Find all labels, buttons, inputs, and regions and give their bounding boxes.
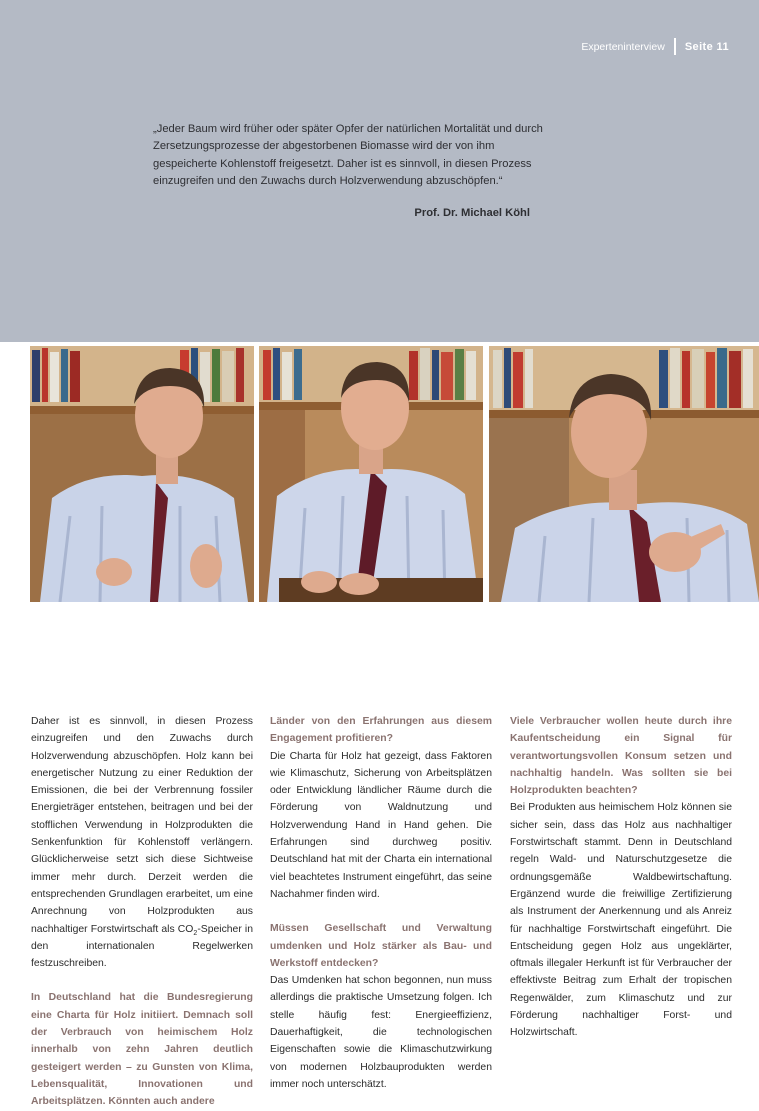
running-head [581, 38, 729, 55]
text-column-1 [31, 713, 253, 1111]
co2-subscript: 2 [193, 929, 198, 937]
interview-photo-3 [489, 346, 759, 602]
interview-question-cont: Länder von den Erfahrungen aus diesem Engagement profitieren? [270, 716, 492, 745]
section-label: Experteninterview [581, 40, 665, 53]
answer-paragraph: Das Umdenken hat schon begonnen, nun muss allerdings die praktische Umsetzung folgen. Ich stelle häufig fest: Energieeffizienz, Dauerhaftigkeit, die technologischen Eigenschaften sowie die Klimaschutzwirkung von modernen Holzbauprodukten werden immer noch unterschätzt. [270, 975, 492, 1090]
header-band [0, 0, 759, 342]
page-number: Seite 11 [684, 40, 729, 53]
interview-photo-2 [259, 346, 483, 602]
interview-question: In Deutschland hat die Bundesregierung eine Charta für Holz initiiert. Demnach soll der Verbrauch von heimischem Holz innerhalb von zehn Jahren deutlich gesteigert werden – zu Gunsten von Klima, Lebensqualität, Innovationen und Arbeitsplätzen. Könnten auch andere [31, 992, 253, 1108]
quote-author: Prof. Dr. Michael Köhl [414, 207, 530, 219]
answer-paragraph: Die Charta für Holz hat gezeigt, dass Faktoren wie Klimaschutz, Sicherung von Arbeitsplätzen oder Entwicklung ländlicher Räume durch die Förderung von Waldnutzung und Holzverwendung Hand in Hand gehen. Die Erfahrungen sind durchweg positiv. Deutschland hat mit der Charta ein international viel beachtetes Instrument eingeführt, das seine Nachahmer finden wird. [270, 750, 492, 900]
answer-paragraph [31, 713, 253, 972]
text-column-2 [270, 713, 492, 1093]
text-column-3 [510, 713, 732, 1042]
answer-text: Daher ist es sinnvoll, in diesen Prozess einzugreifen und den Zuwachs durch Holzverwendung abzuschöpfen. Holz kann bei energetischer Nutzung zu einer Reduktion der Emissionen, die bei der Verbrennung fossiler Energieträger entstehen, beitragen und bei der stofflichen Verwendung in Holzprodukten die Senkenfunktion für Kohlenstoff verlängern. Glücklicherweise setzt sich diese Sichtweise immer mehr durch. Derzeit werden die entsprechenden Grundlagen erarbeitet, um eine Anrechnung von Holzprodukten aus nachhaltiger Forstwirtschaft als CO [31, 716, 253, 935]
pull-quote: „Jeder Baum wird früher oder später Opfer der natürlichen Mortalität und durch Zersetzungsprozesse der abgestorbenen Biomasse wird der von ihm gespeicherte Kohlenstoff freigesetzt. Daher ist es sinnvoll, in diesen Prozess einzugreifen und den Zuwachs durch Holzverwendung abzuschöpfen.“ [153, 123, 543, 188]
interview-photo-1 [30, 346, 254, 602]
interview-question: Viele Verbraucher wollen heute durch ihre Kaufentscheidung ein Signal für verantwortungsvollen Konsum setzen und nachhaltig handeln. Was sollten sie bei Holzprodukten beachten? [510, 716, 732, 797]
interview-question: Müssen Gesellschaft und Verwaltung umdenken und Holz stärker als Bau- und Werkstoff entdecken? [270, 923, 492, 969]
divider-bar [674, 38, 676, 55]
answer-paragraph: Bei Produkten aus heimischem Holz können sie sicher sein, dass das Holz aus nachhaltiger Forstwirtschaft stammt. Denn in Deutschland regeln Wald- und Naturschutzgesetze die ordnungsgemäße Waldbewirtschaftung. Ergänzend wurde die freiwillige Zertifizierung als Instrument der Anerkennung und als Anreiz für nachhaltige Forstwirtschaft eingeführt. Die Entscheidung gegen Holz aus ungeklärter, oftmals illegaler Herkunft ist für Verbraucher der effektivste Beitrag zum Erhalt der tropischen Regenwälder, zum Klimaschutz und zur Förderung nachhaltiger Forst- und Holzwirtschaft. [510, 802, 732, 1039]
answer-text-cont: -Speicher in den internationalen Regelwerken festzuschreiben. [31, 923, 253, 970]
